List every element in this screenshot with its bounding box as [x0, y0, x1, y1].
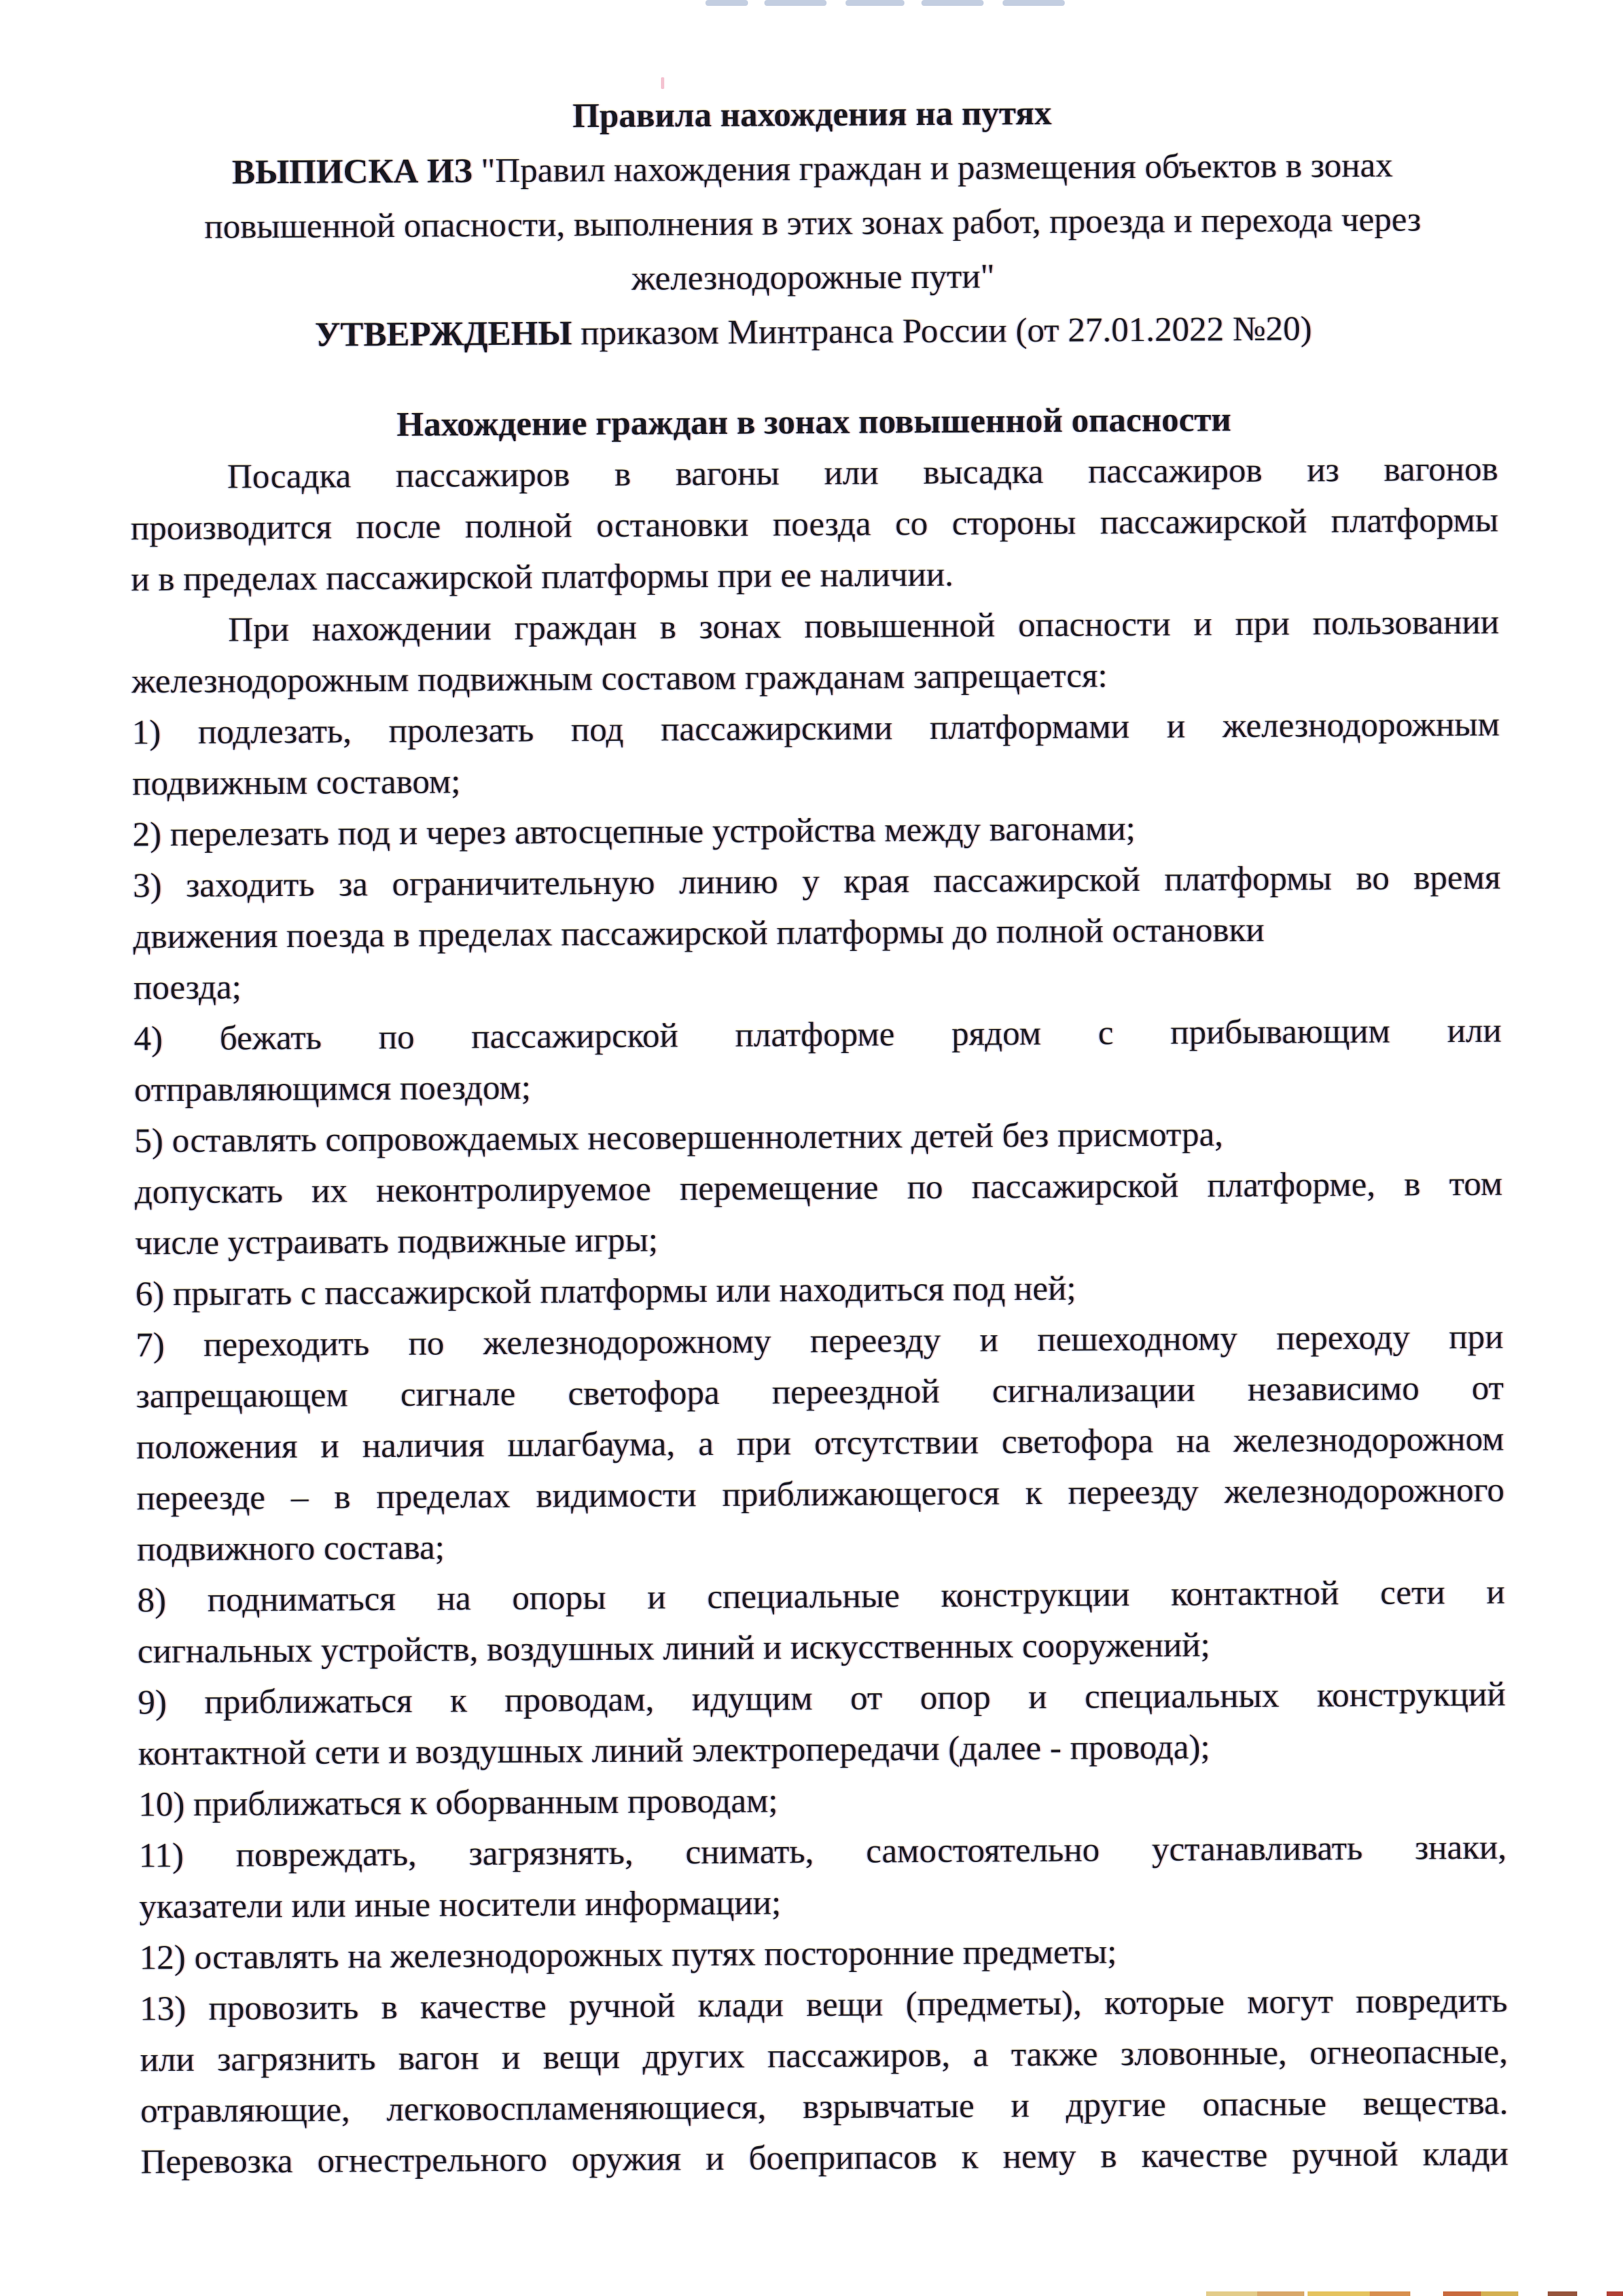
text-line: 12) оставлять на железнодорожных путях посторонние предметы; — [139, 1933, 1117, 1977]
bold-text: ВЫПИСКА ИЗ — [232, 152, 473, 192]
text-line: и в пределах пассажирской платформы при ее наличии. — [131, 555, 954, 599]
text-line: Посадка пассажиров в вагоны или высадка пассажиров из вагонов — [227, 450, 1499, 496]
text-line: или загрязнить вагон и вещи других пассажиров, а также зловонные, огнеопасные, — [139, 2032, 1508, 2079]
text-line: железнодорожным подвижным составом гражданам запрещается: — [131, 656, 1108, 701]
body-text — [130, 444, 1508, 2188]
section-heading: Нахождение граждан в зонах повышенной опасности — [396, 401, 1232, 444]
text-line: 13) провозить в качестве ручной клади вещи (предметы), которые могут повредить — [139, 1981, 1508, 2028]
text-line: положения и наличия шлагбаума, а при отсутствии светофора на железнодорожном — [136, 1420, 1505, 1467]
text-line: контактной сети и воздушных линий электропередачи (далее - провода); — [137, 1728, 1211, 1773]
text-line: 11) повреждать, загрязнять, снимать, самостоятельно устанавливать знаки, — [138, 1828, 1507, 1875]
title-block — [128, 84, 1497, 364]
text-line: 1) подлезать, пролезать под пассажирскими платформами и железнодорожным — [132, 705, 1500, 752]
scan-color-segment — [1257, 2291, 1304, 2296]
text-line: железнодорожные пути" — [631, 257, 995, 298]
text-line: При нахождении граждан в зонах повышенной опасности и при пользовании — [228, 603, 1499, 649]
scan-color-segment — [1308, 2291, 1370, 2296]
scan-color-segment — [1370, 2291, 1410, 2296]
scan-color-segment — [1481, 2291, 1518, 2296]
text-line: ВЫПИСКА ИЗ "Правил нахождения граждан и размещения объектов в зонах — [232, 146, 1393, 192]
text-line: отправляющимся поездом; — [134, 1068, 531, 1109]
text-line: 10) приближаться к оборванным проводам; — [138, 1782, 778, 1824]
text-line: 3) заходить за ограничительную линию у края пассажирской платформы во время — [132, 858, 1501, 905]
scan-color-segment — [1206, 2291, 1257, 2296]
text-line: Перевозка огнестрельного оружия и боеприпасов к нему в качестве ручной клади — [140, 2134, 1509, 2181]
text-line: 6) прыгать с пассажирской платформы или находиться под ней; — [135, 1269, 1077, 1314]
scan-color-segment — [1548, 2291, 1577, 2296]
bold-text: УТВЕРЖДЕНЫ — [314, 314, 573, 354]
text-line: указатели или иные носители информации; — [139, 1884, 781, 1926]
text-line: подвижного состава; — [137, 1528, 445, 1569]
text-line: 9) приближаться к проводам, идущим от опор и специальных конструкций — [137, 1675, 1506, 1722]
text-line: допускать их неконтролируемое перемещение по пассажирской платформе, в том — [134, 1164, 1503, 1211]
text-line: производится после полной остановки поезда со стороны пассажирской платформы — [130, 501, 1499, 548]
document-content — [128, 0, 1508, 2187]
scan-color-segment — [1443, 2291, 1481, 2296]
text-line: переезде – в пределах видимости приближающегося к переезду железнодорожного — [136, 1471, 1505, 1518]
text-line: запрещающем сигнале светофора переездной сигнализации независимо от — [135, 1369, 1504, 1416]
text-line: 5) оставлять сопровождаемых несовершеннолетних детей без присмотра, — [134, 1115, 1224, 1160]
text-line: 4) бежать по пассажирской платформе рядом с прибывающим или — [134, 1011, 1502, 1058]
text-line: сигнальных устройств, воздушных линий и искусственных сооружений; — [137, 1626, 1211, 1671]
text-line: подвижным составом; — [132, 762, 461, 803]
text-line: 7) переходить по железнодорожному переезду и пешеходному переходу при — [135, 1318, 1504, 1365]
text-line: Правила нахождения на путях — [572, 94, 1052, 135]
text-line: отравляющие, легковоспламеняющиеся, взрывчатые и другие опасные вещества. — [140, 2083, 1508, 2130]
text-line: числе устраивать подвижные игры; — [135, 1221, 658, 1263]
text-line: поезда; — [133, 968, 242, 1007]
text-line: 8) подниматься на опоры и специальные конструкции контактной сети и — [137, 1573, 1505, 1620]
text-line: УТВЕРЖДЕНЫ приказом Минтранса России (от 27.01.2022 №20) — [314, 310, 1312, 354]
text-line: 2) перелезать под и через автосцепные устройства между вагонами; — [132, 810, 1136, 854]
text-line: повышенной опасности, выполнения в этих зонах работ, проезда и перехода через — [204, 200, 1421, 246]
text-line: движения поезда в пределах пассажирской платформы до полной остановки — [133, 910, 1265, 956]
scan-color-segment — [1607, 2291, 1623, 2296]
